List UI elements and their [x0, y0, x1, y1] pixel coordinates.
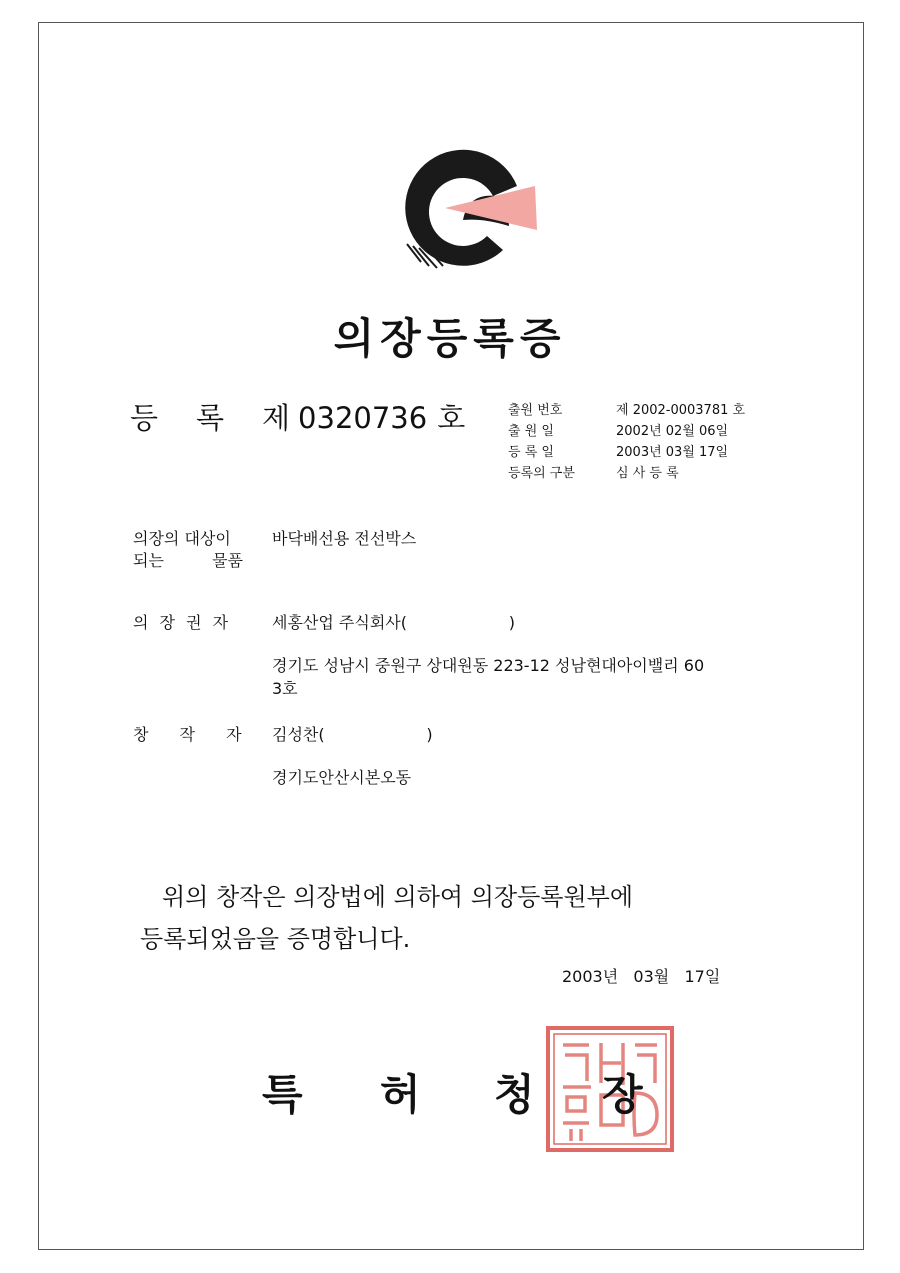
- application-number-row: [508, 400, 745, 421]
- certification-statement: [140, 876, 633, 960]
- registration-label-char-2: 록: [196, 401, 225, 435]
- article-label-part-a: 되는: [133, 551, 164, 570]
- article-label-line1: 의장의 대상이: [133, 529, 231, 548]
- registration-suffix: 호: [437, 401, 466, 435]
- registration-number-line: [130, 396, 465, 437]
- registration-type-row: [508, 463, 745, 484]
- application-number-label: 출원 번호: [508, 403, 563, 418]
- registration-number: 0320736: [298, 401, 428, 435]
- article-label-line2: [133, 548, 243, 571]
- issue-date: 2003년 03월 17일: [562, 967, 721, 986]
- kipo-logo-icon: [385, 140, 560, 280]
- issuer-char-1: 특: [262, 1070, 303, 1119]
- owner-address-line2: 3호: [272, 679, 298, 698]
- application-details: [508, 400, 745, 484]
- issuer-char-3: 청: [494, 1070, 535, 1119]
- registration-date-value: 2003년 03월 17일: [616, 445, 729, 460]
- registration-type-label: 등록의 구분: [508, 466, 575, 481]
- issuer-char-4: 장: [602, 1070, 643, 1119]
- article-label-part-b: 물품: [212, 551, 243, 570]
- owner-label: 의 장 권 자: [133, 613, 232, 632]
- filing-date-value: 2002년 02월 06일: [616, 424, 729, 439]
- creator-name: 김성찬( ): [272, 725, 433, 744]
- registration-label-char-3: 제: [262, 401, 291, 435]
- owner-name: 세홍산업 주식회사( ): [272, 613, 515, 632]
- statement-line1: 위의 창작은 의장법에 의하여 의장등록원부에: [162, 883, 634, 911]
- owner-address-line1: 경기도 성남시 중원구 상대원동 223-12 성남현대아이밸리 60: [272, 656, 705, 675]
- registration-label-char-1: 등: [130, 401, 159, 435]
- statement-line2: 등록되었음을 증명합니다.: [140, 925, 411, 953]
- issuer-char-2: 허: [380, 1070, 421, 1119]
- filing-date-label: 출 원 일: [508, 424, 554, 439]
- certificate-title: 의장등록증: [333, 314, 567, 363]
- registration-type-value: 심 사 등 록: [616, 466, 679, 481]
- application-number-value: 제 2002-0003781 호: [616, 403, 746, 418]
- creator-label: 창 작 자: [133, 725, 242, 744]
- registration-date-row: [508, 442, 745, 463]
- creator-address: 경기도안산시본오동: [272, 768, 412, 787]
- registration-date-label: 등 록 일: [508, 445, 554, 460]
- article-value: 바닥배선용 전선박스: [272, 529, 417, 548]
- filing-date-row: [508, 421, 745, 442]
